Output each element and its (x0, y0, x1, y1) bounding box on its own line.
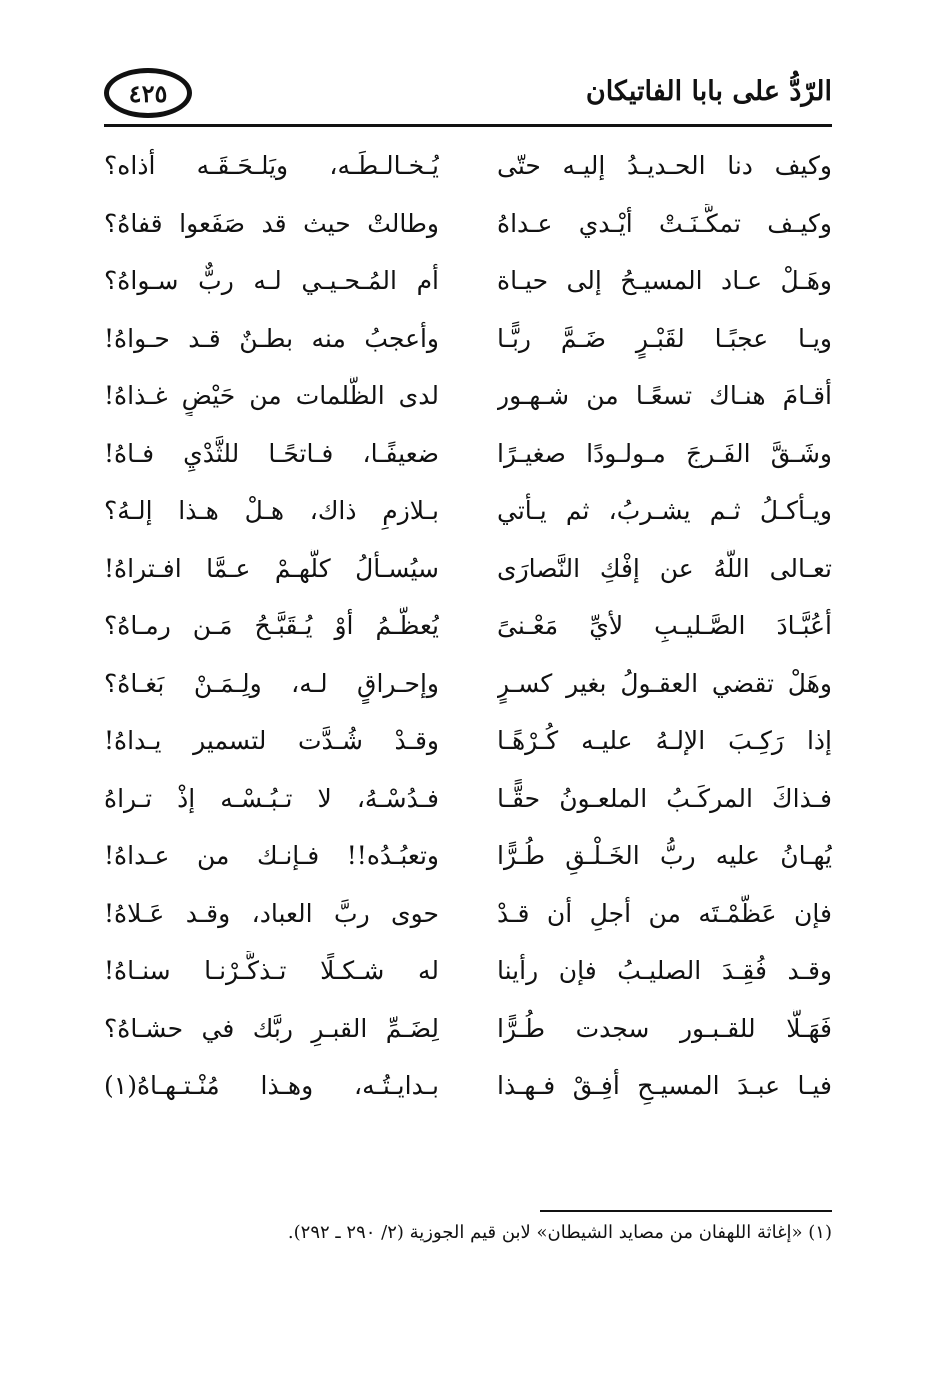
verse-line (104, 428, 832, 486)
verse-first-hemistich: وقـد فُقِـدَ الصليـبُ فإن رأينا (497, 956, 832, 985)
verse-line (104, 140, 832, 198)
verse-line (104, 198, 832, 256)
page-number-badge (104, 68, 192, 118)
poem (104, 140, 832, 1118)
page-header (104, 68, 832, 128)
verse-first-hemistich: فإن عَظَّمْـتَه من أجلِ أن قـدْ (497, 898, 832, 928)
verse-line (104, 543, 832, 601)
verse-line (104, 658, 832, 716)
verse-second-hemistich: ضعيفًـا، فـاتحًـا للثَّدْيِ فـاهُ! (104, 438, 439, 468)
verse-line (104, 1060, 832, 1118)
verse-second-hemistich: بـلازمِ ذاك، هـلْ هـذا إلـهُ؟ (104, 496, 439, 525)
verse-second-hemistich: وإحـراقٍ لـه، ولِـمَـنْ بَغـاهُ؟ (104, 668, 439, 698)
verse-first-hemistich: يُهـانُ عليه ربُّ الخَـلْـقِ طُـرًّا (497, 841, 832, 870)
verse-first-hemistich: أعُبَّـادَ الصَّـليـبِ لأيِّ مَعْـنىً (497, 611, 832, 640)
verse-second-hemistich: وقـدْ شُـدَّت لتسمير يـداهُ! (104, 726, 439, 755)
verse-line (104, 773, 832, 831)
footnote-rule (540, 1210, 832, 1212)
verse-second-hemistich: وطالتْ حيث قد صَفَعوا قفاهُ؟ (104, 208, 439, 238)
verse-second-hemistich: يُـخـالـطَـه، ويَلـحَـقَـه أذاه؟ (104, 151, 439, 180)
verse-first-hemistich: وهَـلْ عـاد المسيـحُ إلى حيـاة (497, 266, 832, 295)
verse-line (104, 370, 832, 428)
verse-first-hemistich: فَهَـلَّا للقـبـور سجدت طُـرًّا (497, 1013, 832, 1043)
verse-first-hemistich: وكيـف تمكَّـنَـتْ أيْـدي عـداهُ (497, 208, 832, 238)
verse-line (104, 715, 832, 773)
verse-line (104, 485, 832, 543)
verse-first-hemistich: إذا رَكِـبَ الإلـهُ عليـه كُـرْهًـا (497, 726, 832, 755)
verse-second-hemistich: فـدُسْـهُ، لا تـبُـسْـه إذْ تـراهُ (104, 783, 439, 813)
footnote: (١) «إغاثة اللهفان من مصايد الشيطان» لابن قيم الجوزية (٢/ ٢٩٠ ـ ٢٩٢). (287, 1222, 832, 1243)
verse-line (104, 255, 832, 313)
verse-second-hemistich: بـدايـتُـه، وهـذا مُنْـتـهـاهُ(١) (104, 1071, 439, 1100)
verse-first-hemistich: ويـا عجبًـا لقَبْـرٍ ضَـمَّ ربًّـا (497, 323, 832, 353)
verse-line (104, 945, 832, 1003)
verse-first-hemistich: أقـامَ هنـاك تسعًـا من شـهـور (497, 381, 832, 410)
verse-first-hemistich: وكيف دنا الحـديـدُ إليـه حتّى (497, 151, 832, 180)
header-rule (104, 124, 832, 127)
verse-second-hemistich: له شـكـلًا تـذكَّـرْنـا سنـاهُ! (104, 956, 439, 985)
verse-second-hemistich: لِضَـمِّ القبـرِ ربَّك في حشـاهُ؟ (104, 1013, 439, 1043)
verse-first-hemistich: فيـا عبـدَ المسيـحِ أفِـقْ فـهـذا (497, 1071, 832, 1100)
verse-second-hemistich: وأعجبُ منه بطـنٌ قـد حـواهُ! (104, 323, 439, 353)
verse-first-hemistich: فـذاكَ المركَـبُ الملعـونُ حقًّـا (497, 783, 832, 813)
verse-second-hemistich: لدى الظُّلمات من حَيْضٍ غـذاهُ! (104, 381, 439, 410)
verse-first-hemistich: وهَلْ تقضي العقـولُ بغير كسـرٍ (497, 668, 832, 698)
verse-line (104, 1003, 832, 1061)
verse-line (104, 313, 832, 371)
verse-first-hemistich: تعـالى اللَّهُ عن إفْكِ النَّصارَى (497, 553, 832, 583)
verse-second-hemistich: حوى ربَّ العباد، وقـد عَـلاهُ! (104, 898, 439, 928)
verse-line (104, 830, 832, 888)
verse-line (104, 888, 832, 946)
verse-line (104, 600, 832, 658)
verse-second-hemistich: يُعظَّـمُ أوْ يُـقَبَّـحُ مَـن رمـاهُ؟ (104, 611, 439, 640)
verse-second-hemistich: وتعبُـدُه!! فـإنـك من عـداهُ! (104, 841, 439, 870)
verse-second-hemistich: سيُسـألُ كلُّهـمْ عـمَّا افـتراهُ! (104, 553, 439, 583)
verse-second-hemistich: أم المُـحـيـي لـه ربٌّ سـواهُ؟ (104, 266, 439, 295)
page-number: ٤٢٥ (128, 78, 168, 108)
verse-first-hemistich: وشَـقَّ الفَـرجَ مـولـودًا صغيـرًا (497, 438, 832, 468)
running-title: الرّدُّ على بابا الفاتيكان (585, 76, 832, 107)
verse-first-hemistich: ويـأكـلُ ثـم يشـربُ، ثم يـأتي (497, 496, 832, 525)
